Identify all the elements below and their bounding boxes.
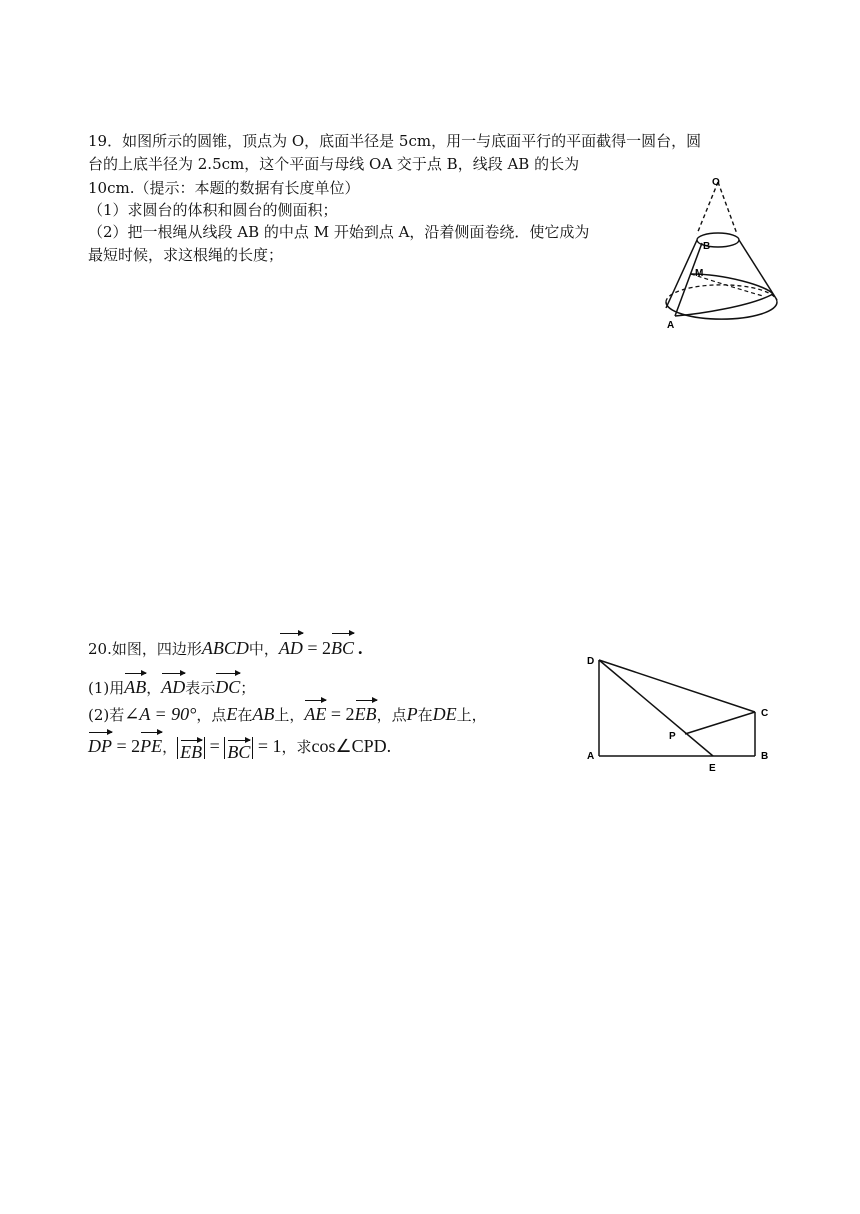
q20-part-1: (1)用AB，AD表示DC； xyxy=(88,670,255,701)
vector-pe: PE xyxy=(140,729,162,759)
label-p: P xyxy=(669,731,676,742)
dashed-generatrix-right xyxy=(718,182,737,234)
q20-line-1: 20.如图，四边形ABCD中，AD = 2BC . xyxy=(88,630,363,663)
quad-abcd: ABCD xyxy=(201,638,249,658)
q19-line-3: 10cm.（提示：本题的数据有长度单位） xyxy=(88,179,360,197)
q19-line-1: 19．如图所示的圆锥，顶点为 O，底面半径是 5cm，用一与底面平行的平面截得一圆台，圆 xyxy=(88,132,702,150)
cos-cpd: cos∠CPD xyxy=(311,736,387,756)
label-d: D xyxy=(587,656,595,667)
abs-bc: BC xyxy=(224,737,253,759)
vector-ab: AB xyxy=(124,670,146,700)
label-e: E xyxy=(709,763,716,774)
label-m: M xyxy=(695,268,704,279)
label-c: C xyxy=(761,708,769,719)
label-b: B xyxy=(703,241,711,252)
label-a: A xyxy=(587,751,595,762)
vector-ae: AE xyxy=(304,697,326,727)
quadrilateral-figure xyxy=(583,650,783,775)
vector-ad: AD xyxy=(279,630,303,662)
angle-a: ∠A = 90° xyxy=(124,704,197,724)
q19-line-2: 台的上底半径为 2.5cm，这个平面与母线 OA 交于点 B，线段 AB 的长为 xyxy=(88,155,580,173)
label-a: A xyxy=(667,320,675,331)
label-o: O xyxy=(712,177,720,188)
frustum-figure xyxy=(655,168,790,336)
label-b: B xyxy=(761,751,769,762)
vector-bc: BC xyxy=(331,630,354,662)
edge-cd xyxy=(599,660,755,712)
q19-part-2: （2）把一根绳从线段 AB 的中点 M 开始到点 A，沿着侧面卷绕．使它成为 xyxy=(88,223,590,241)
vector-dp: DP xyxy=(88,729,112,759)
q19-line-6: 最短时候，求这根绳的长度； xyxy=(88,246,284,264)
bottom-ellipse-front xyxy=(666,302,777,319)
abs-eb: EB xyxy=(177,737,205,759)
q20-part-2: (2)若∠A = 90°，点E在AB上，AE = 2EB，点P在DE上， xyxy=(88,697,487,728)
vector-ad: AD xyxy=(161,670,185,700)
segment-pc xyxy=(685,712,755,734)
rope-return xyxy=(675,294,773,316)
vector-eb: EB xyxy=(355,697,377,727)
q19-part-1: （1）求圆台的体积和圆台的侧面积； xyxy=(88,201,338,219)
vector-dc: DC xyxy=(215,670,240,700)
q20-line-4: DP = 2PE， EB = BC = 1，求cos∠CPD. xyxy=(88,729,391,760)
segment-de xyxy=(599,660,713,756)
dashed-generatrix-left xyxy=(697,182,718,234)
